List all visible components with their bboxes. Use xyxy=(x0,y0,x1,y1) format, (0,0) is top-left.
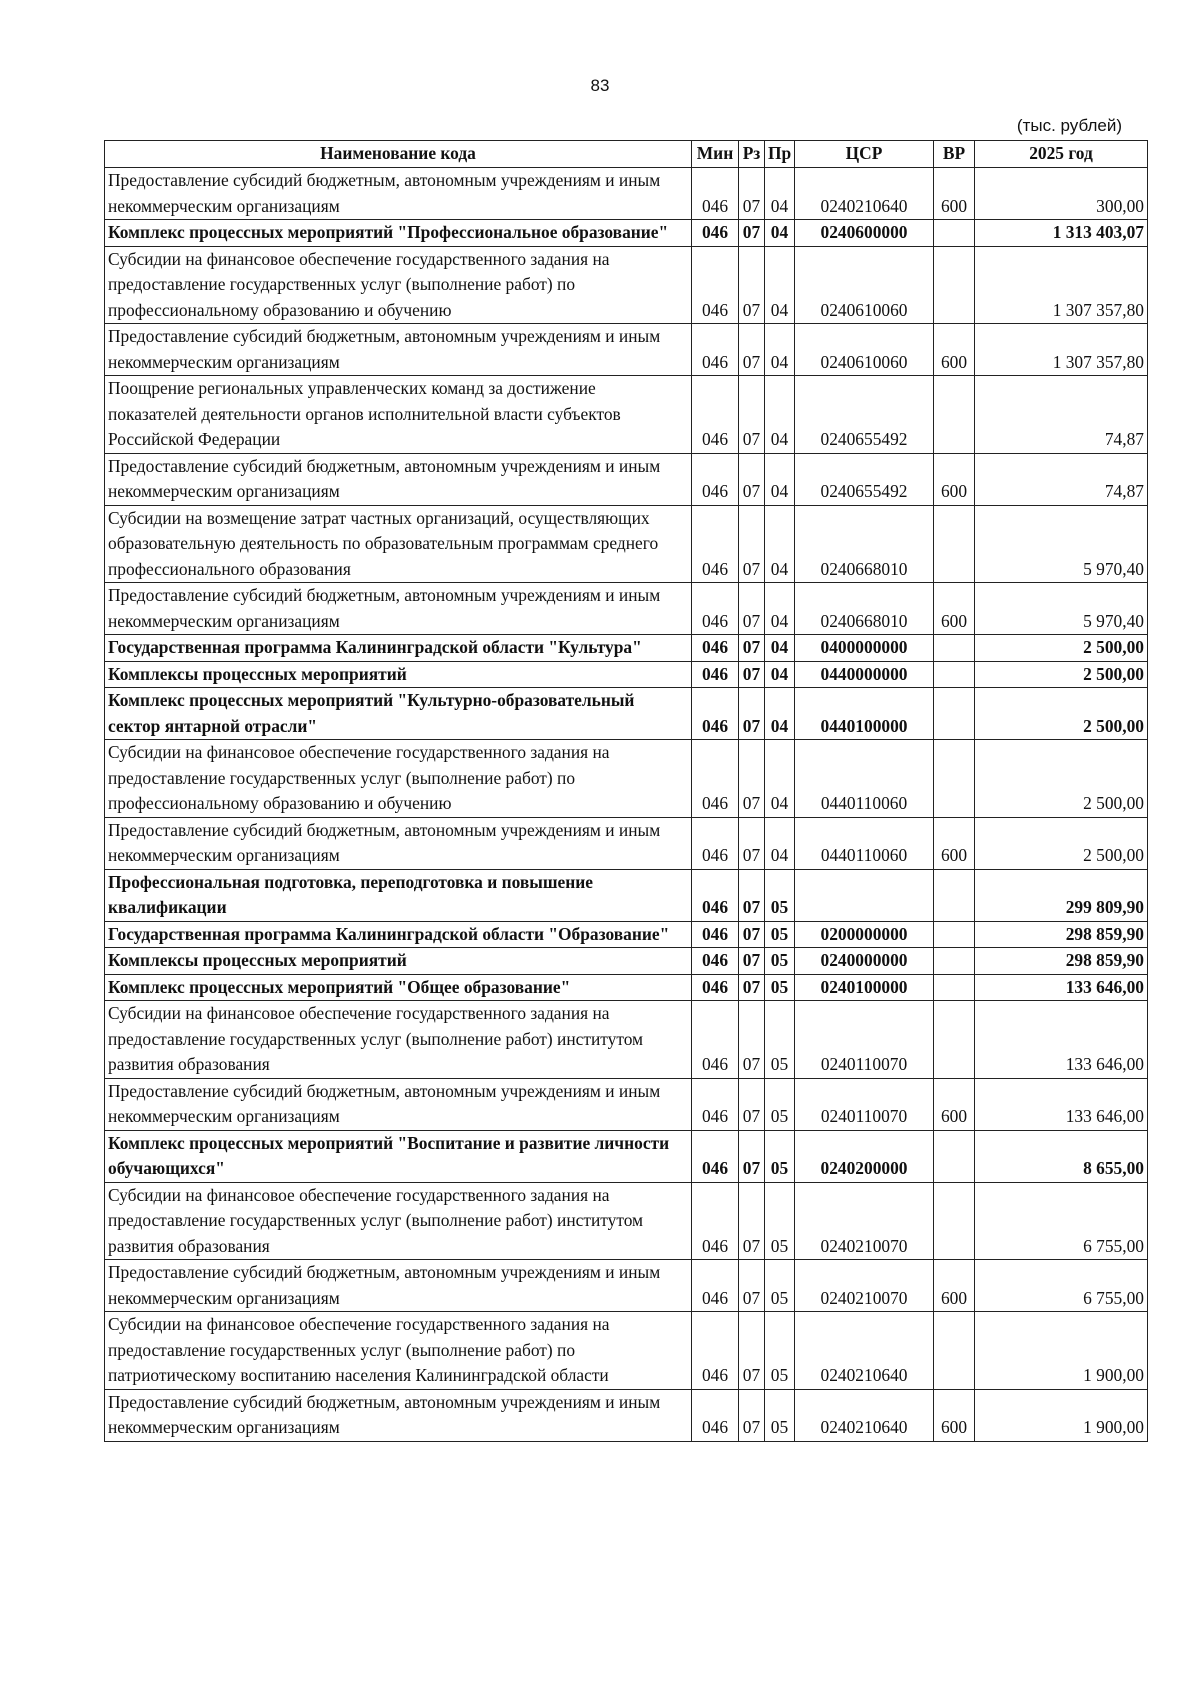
table-row xyxy=(105,1182,1148,1260)
cell-amount: 133 646,00 xyxy=(975,974,1148,1001)
cell-csr: 0240210640 xyxy=(795,1312,934,1390)
table-header xyxy=(105,141,1148,168)
cell-min: 046 xyxy=(692,1260,739,1312)
cell-rz: 07 xyxy=(739,1078,765,1130)
cell-pr: 05 xyxy=(765,1312,795,1390)
cell-name: Предоставление субсидий бюджетным, автономным учреждениям и иным некоммерческим организациям xyxy=(105,583,692,635)
cell-amount: 299 809,90 xyxy=(975,869,1148,921)
cell-pr: 04 xyxy=(765,583,795,635)
cell-min: 046 xyxy=(692,1312,739,1390)
cell-rz: 07 xyxy=(739,817,765,869)
cell-name: Предоставление субсидий бюджетным, автономным учреждениям и иным некоммерческим организациям xyxy=(105,324,692,376)
cell-rz: 07 xyxy=(739,974,765,1001)
table-row xyxy=(105,1001,1148,1079)
cell-pr: 04 xyxy=(765,376,795,454)
cell-min: 046 xyxy=(692,1078,739,1130)
cell-rz: 07 xyxy=(739,246,765,324)
cell-pr: 04 xyxy=(765,453,795,505)
cell-min: 046 xyxy=(692,869,739,921)
cell-csr: 0240668010 xyxy=(795,505,934,583)
cell-rz: 07 xyxy=(739,583,765,635)
table-row xyxy=(105,688,1148,740)
cell-vr: 600 xyxy=(934,583,975,635)
col-header-vr: ВР xyxy=(934,141,975,168)
table-row xyxy=(105,1130,1148,1182)
cell-rz: 07 xyxy=(739,1260,765,1312)
cell-name: Поощрение региональных управленческих команд за достижение показателей деятельности органов исполнительной власти субъектов Российской Федерации xyxy=(105,376,692,454)
cell-csr: 0240610060 xyxy=(795,246,934,324)
cell-amount: 1 313 403,07 xyxy=(975,220,1148,247)
cell-pr: 04 xyxy=(765,505,795,583)
cell-vr xyxy=(934,1130,975,1182)
cell-rz: 07 xyxy=(739,948,765,975)
cell-csr: 0240610060 xyxy=(795,324,934,376)
cell-csr: 0240210640 xyxy=(795,168,934,220)
cell-min: 046 xyxy=(692,948,739,975)
table-row xyxy=(105,921,1148,948)
cell-pr: 05 xyxy=(765,1260,795,1312)
col-header-csr: ЦСР xyxy=(795,141,934,168)
cell-amount: 133 646,00 xyxy=(975,1078,1148,1130)
cell-amount: 6 755,00 xyxy=(975,1182,1148,1260)
cell-rz: 07 xyxy=(739,921,765,948)
cell-rz: 07 xyxy=(739,688,765,740)
cell-csr: 0240200000 xyxy=(795,1130,934,1182)
cell-min: 046 xyxy=(692,635,739,662)
cell-name: Субсидии на финансовое обеспечение государственного задания на предоставление государственных услуг (выполнение работ) по профессиональному образованию и обучению xyxy=(105,740,692,818)
cell-amount: 2 500,00 xyxy=(975,817,1148,869)
cell-csr: 0400000000 xyxy=(795,635,934,662)
table-row xyxy=(105,583,1148,635)
cell-vr: 600 xyxy=(934,168,975,220)
cell-pr: 04 xyxy=(765,246,795,324)
cell-name: Предоставление субсидий бюджетным, автономным учреждениям и иным некоммерческим организациям xyxy=(105,1389,692,1441)
table-row xyxy=(105,869,1148,921)
cell-rz: 07 xyxy=(739,324,765,376)
cell-amount: 2 500,00 xyxy=(975,688,1148,740)
table-body xyxy=(105,168,1148,1442)
cell-vr xyxy=(934,1312,975,1390)
cell-amount: 1 307 357,80 xyxy=(975,324,1148,376)
cell-csr: 0240210070 xyxy=(795,1182,934,1260)
cell-amount: 74,87 xyxy=(975,376,1148,454)
cell-csr: 0440110060 xyxy=(795,740,934,818)
cell-rz: 07 xyxy=(739,1389,765,1441)
cell-amount: 1 307 357,80 xyxy=(975,246,1148,324)
cell-pr: 05 xyxy=(765,921,795,948)
table-row xyxy=(105,1260,1148,1312)
budget-table xyxy=(104,140,1148,1442)
cell-pr: 05 xyxy=(765,1389,795,1441)
cell-name: Предоставление субсидий бюджетным, автономным учреждениям и иным некоммерческим организациям xyxy=(105,817,692,869)
col-header-rz: Рз xyxy=(739,141,765,168)
cell-amount: 6 755,00 xyxy=(975,1260,1148,1312)
cell-csr: 0440110060 xyxy=(795,817,934,869)
cell-rz: 07 xyxy=(739,168,765,220)
cell-vr xyxy=(934,220,975,247)
cell-name: Субсидии на финансовое обеспечение государственного задания на предоставление государственных услуг (выполнение работ) по профессиональному образованию и обучению xyxy=(105,246,692,324)
cell-vr xyxy=(934,1001,975,1079)
cell-vr: 600 xyxy=(934,453,975,505)
col-header-pr: Пр xyxy=(765,141,795,168)
table-row xyxy=(105,974,1148,1001)
cell-pr: 04 xyxy=(765,688,795,740)
cell-rz: 07 xyxy=(739,1001,765,1079)
cell-min: 046 xyxy=(692,921,739,948)
cell-amount: 298 859,90 xyxy=(975,948,1148,975)
cell-name: Комплексы процессных мероприятий xyxy=(105,948,692,975)
table-row xyxy=(105,376,1148,454)
cell-vr xyxy=(934,376,975,454)
cell-csr: 0240100000 xyxy=(795,974,934,1001)
cell-min: 046 xyxy=(692,1001,739,1079)
cell-vr xyxy=(934,869,975,921)
table-row xyxy=(105,1078,1148,1130)
cell-vr xyxy=(934,246,975,324)
cell-amount: 74,87 xyxy=(975,453,1148,505)
cell-vr xyxy=(934,661,975,688)
cell-vr xyxy=(934,688,975,740)
cell-csr: 0440100000 xyxy=(795,688,934,740)
cell-vr xyxy=(934,740,975,818)
cell-csr: 0240668010 xyxy=(795,583,934,635)
cell-min: 046 xyxy=(692,583,739,635)
cell-csr: 0200000000 xyxy=(795,921,934,948)
table-row xyxy=(105,453,1148,505)
cell-name: Предоставление субсидий бюджетным, автономным учреждениям и иным некоммерческим организациям xyxy=(105,453,692,505)
table-row xyxy=(105,1312,1148,1390)
cell-pr: 05 xyxy=(765,974,795,1001)
cell-name: Предоставление субсидий бюджетным, автономным учреждениям и иным некоммерческим организациям xyxy=(105,1078,692,1130)
cell-vr xyxy=(934,635,975,662)
cell-amount: 1 900,00 xyxy=(975,1312,1148,1390)
cell-rz: 07 xyxy=(739,869,765,921)
cell-amount: 2 500,00 xyxy=(975,661,1148,688)
cell-min: 046 xyxy=(692,376,739,454)
cell-csr: 0240210640 xyxy=(795,1389,934,1441)
cell-rz: 07 xyxy=(739,635,765,662)
col-header-min: Мин xyxy=(692,141,739,168)
cell-amount: 298 859,90 xyxy=(975,921,1148,948)
cell-amount: 2 500,00 xyxy=(975,740,1148,818)
cell-rz: 07 xyxy=(739,1130,765,1182)
cell-vr xyxy=(934,921,975,948)
cell-rz: 07 xyxy=(739,1182,765,1260)
table-row xyxy=(105,324,1148,376)
cell-min: 046 xyxy=(692,740,739,818)
cell-csr: 0240210070 xyxy=(795,1260,934,1312)
cell-pr: 05 xyxy=(765,1078,795,1130)
cell-name: Субсидии на финансовое обеспечение государственного задания на предоставление государственных услуг (выполнение работ) институтом развития образования xyxy=(105,1001,692,1079)
cell-amount: 1 900,00 xyxy=(975,1389,1148,1441)
cell-vr: 600 xyxy=(934,1078,975,1130)
table-row xyxy=(105,740,1148,818)
cell-pr: 05 xyxy=(765,1182,795,1260)
cell-vr: 600 xyxy=(934,324,975,376)
table-row xyxy=(105,168,1148,220)
cell-min: 046 xyxy=(692,324,739,376)
cell-vr: 600 xyxy=(934,1260,975,1312)
cell-name: Комплекс процессных мероприятий "Культурно-образовательный сектор янтарной отрасли" xyxy=(105,688,692,740)
table-row xyxy=(105,246,1148,324)
cell-name: Профессиональная подготовка, переподготовка и повышение квалификации xyxy=(105,869,692,921)
cell-amount: 5 970,40 xyxy=(975,583,1148,635)
cell-amount: 133 646,00 xyxy=(975,1001,1148,1079)
cell-min: 046 xyxy=(692,505,739,583)
cell-csr xyxy=(795,869,934,921)
cell-csr: 0240600000 xyxy=(795,220,934,247)
cell-rz: 07 xyxy=(739,220,765,247)
cell-min: 046 xyxy=(692,688,739,740)
cell-min: 046 xyxy=(692,246,739,324)
cell-amount: 8 655,00 xyxy=(975,1130,1148,1182)
cell-min: 046 xyxy=(692,661,739,688)
cell-pr: 04 xyxy=(765,635,795,662)
cell-name: Комплекс процессных мероприятий "Профессиональное образование" xyxy=(105,220,692,247)
cell-vr xyxy=(934,974,975,1001)
cell-csr: 0240110070 xyxy=(795,1078,934,1130)
col-header-name: Наименование кода xyxy=(105,141,692,168)
table-row xyxy=(105,220,1148,247)
cell-pr: 05 xyxy=(765,869,795,921)
cell-name: Субсидии на финансовое обеспечение государственного задания на предоставление государственных услуг (выполнение работ) по патриотическому воспитанию населения Калининградской области xyxy=(105,1312,692,1390)
cell-pr: 04 xyxy=(765,324,795,376)
cell-csr: 0440000000 xyxy=(795,661,934,688)
units-label: (тыс. рублей) xyxy=(1016,116,1122,135)
table-row xyxy=(105,1389,1148,1441)
cell-rz: 07 xyxy=(739,453,765,505)
cell-vr: 600 xyxy=(934,817,975,869)
table-row xyxy=(105,635,1148,662)
cell-pr: 04 xyxy=(765,661,795,688)
cell-name: Государственная программа Калининградской области "Культура" xyxy=(105,635,692,662)
cell-name: Комплекс процессных мероприятий "Общее образование" xyxy=(105,974,692,1001)
cell-csr: 0240110070 xyxy=(795,1001,934,1079)
cell-pr: 04 xyxy=(765,817,795,869)
cell-pr: 04 xyxy=(765,220,795,247)
cell-amount: 2 500,00 xyxy=(975,635,1148,662)
cell-pr: 04 xyxy=(765,168,795,220)
cell-name: Субсидии на финансовое обеспечение государственного задания на предоставление государственных услуг (выполнение работ) институтом развития образования xyxy=(105,1182,692,1260)
cell-name: Предоставление субсидий бюджетным, автономным учреждениям и иным некоммерческим организациям xyxy=(105,1260,692,1312)
cell-name: Государственная программа Калининградской области "Образование" xyxy=(105,921,692,948)
cell-name: Комплекс процессных мероприятий "Воспитание и развитие личности обучающихся" xyxy=(105,1130,692,1182)
cell-rz: 07 xyxy=(739,505,765,583)
table-row xyxy=(105,661,1148,688)
table-row xyxy=(105,505,1148,583)
cell-name: Субсидии на возмещение затрат частных организаций, осуществляющих образовательную деятельность по образовательным программам среднего профессионального образования xyxy=(105,505,692,583)
col-header-year: 2025 год xyxy=(975,141,1148,168)
cell-amount: 5 970,40 xyxy=(975,505,1148,583)
cell-min: 046 xyxy=(692,817,739,869)
cell-pr: 04 xyxy=(765,740,795,818)
table-row xyxy=(105,948,1148,975)
cell-min: 046 xyxy=(692,1182,739,1260)
cell-vr xyxy=(934,948,975,975)
cell-min: 046 xyxy=(692,1389,739,1441)
cell-min: 046 xyxy=(692,453,739,505)
cell-pr: 05 xyxy=(765,1130,795,1182)
cell-csr: 0240655492 xyxy=(795,453,934,505)
cell-min: 046 xyxy=(692,168,739,220)
cell-csr: 0240000000 xyxy=(795,948,934,975)
cell-name: Предоставление субсидий бюджетным, автономным учреждениям и иным некоммерческим организациям xyxy=(105,168,692,220)
cell-rz: 07 xyxy=(739,1312,765,1390)
cell-min: 046 xyxy=(692,220,739,247)
cell-min: 046 xyxy=(692,974,739,1001)
table-row xyxy=(105,817,1148,869)
cell-rz: 07 xyxy=(739,740,765,818)
cell-vr: 600 xyxy=(934,1389,975,1441)
cell-pr: 05 xyxy=(765,1001,795,1079)
cell-vr xyxy=(934,505,975,583)
cell-csr: 0240655492 xyxy=(795,376,934,454)
cell-rz: 07 xyxy=(739,661,765,688)
cell-amount: 300,00 xyxy=(975,168,1148,220)
cell-vr xyxy=(934,1182,975,1260)
cell-name: Комплексы процессных мероприятий xyxy=(105,661,692,688)
page-number: 83 xyxy=(590,76,610,95)
cell-pr: 05 xyxy=(765,948,795,975)
cell-rz: 07 xyxy=(739,376,765,454)
cell-min: 046 xyxy=(692,1130,739,1182)
